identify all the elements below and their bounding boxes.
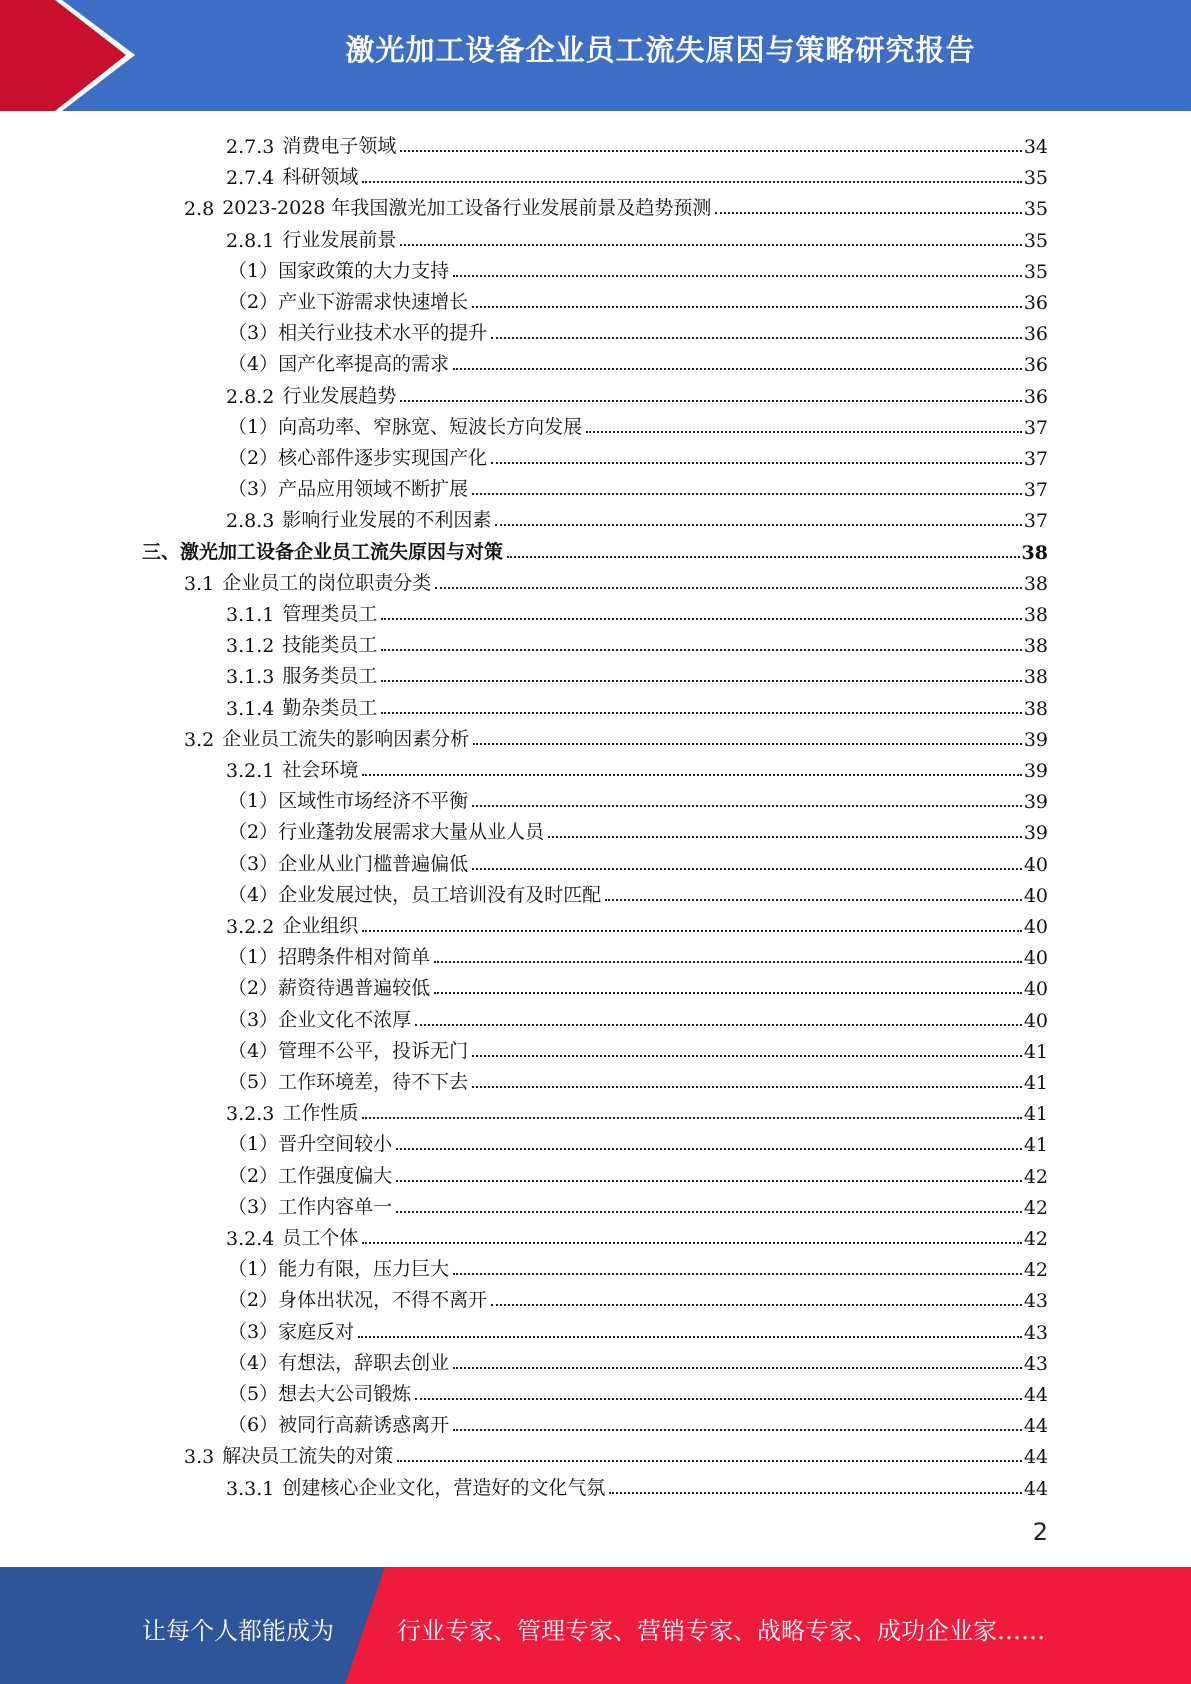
toc-entry[interactable] bbox=[228, 471, 1048, 501]
toc-leader-dots bbox=[609, 1492, 1021, 1494]
toc-entry-number: （1） bbox=[228, 415, 279, 438]
toc-entry-title: 向高功率、窄脉宽、短波长方向发展 bbox=[278, 415, 583, 438]
toc-entry[interactable] bbox=[228, 253, 1048, 283]
toc-entry[interactable] bbox=[226, 690, 1048, 720]
toc-leader-dots bbox=[396, 1148, 1022, 1150]
toc-entry-page: 44 bbox=[1023, 1446, 1048, 1469]
toc-leader-dots bbox=[548, 836, 1022, 838]
toc-entry-title: 解决员工流失的对策 bbox=[222, 1445, 394, 1468]
page-header bbox=[0, 0, 1191, 111]
toc-entry-number: （3） bbox=[228, 1195, 279, 1218]
toc-entry-page: 36 bbox=[1023, 292, 1048, 314]
toc-entry-title: 产品应用领域不断扩展 bbox=[278, 478, 469, 501]
toc-entry-page: 42 bbox=[1023, 1165, 1048, 1188]
toc-entry[interactable] bbox=[226, 378, 1048, 408]
toc-leader-dots bbox=[362, 1117, 1021, 1119]
toc-leader-dots bbox=[415, 1398, 1022, 1400]
toc-entry-title: 产业下游需求快速增长 bbox=[278, 291, 469, 313]
toc-entry-title: 工作性质 bbox=[282, 1102, 359, 1125]
toc-entry-title: 服务类员工 bbox=[282, 665, 378, 688]
toc-leader-dots bbox=[495, 524, 1021, 526]
toc-entry[interactable] bbox=[228, 1376, 1048, 1406]
toc-entry-number: （1） bbox=[228, 790, 279, 813]
toc-entry[interactable] bbox=[228, 1064, 1048, 1094]
toc-entry-title: 企业从业门槛普遍偏低 bbox=[278, 852, 469, 875]
footer-slogan-left: 让每个人都能成为 bbox=[142, 1617, 334, 1645]
toc-entry-title: 能力有限，压力巨大 bbox=[278, 1258, 450, 1281]
toc-entry-title: 影响行业发展的不利因素 bbox=[282, 509, 492, 532]
toc-entry-page: 38 bbox=[1023, 697, 1048, 720]
toc-leader-dots bbox=[358, 1336, 1022, 1338]
toc-entry-title: 勤杂类员工 bbox=[282, 696, 378, 719]
toc-leader-dots bbox=[381, 712, 1021, 714]
toc-leader-dots bbox=[381, 680, 1021, 682]
toc-entry-page: 42 bbox=[1023, 1228, 1048, 1250]
toc-entry[interactable] bbox=[226, 658, 1048, 688]
toc-entry-number: 2.8.3 bbox=[226, 510, 275, 533]
toc-leader-dots bbox=[453, 1367, 1022, 1369]
toc-entry-title: 有想法，辞职去创业 bbox=[278, 1351, 450, 1374]
toc-entry-title: 想去大公司锻炼 bbox=[278, 1383, 412, 1405]
toc-entry-title: 工作环境差，待不下去 bbox=[278, 1071, 469, 1093]
toc-entry[interactable] bbox=[228, 1251, 1048, 1281]
toc-leader-dots bbox=[507, 556, 1020, 558]
toc-entry-number: （1） bbox=[228, 946, 279, 969]
toc-entry-number: （2） bbox=[228, 1164, 279, 1187]
toc-entry-title: 企业员工流失的影响因素分析 bbox=[222, 727, 470, 750]
toc-leader-dots bbox=[362, 774, 1021, 776]
toc-entry-page: 40 bbox=[1023, 916, 1048, 938]
toc-entry-page: 44 bbox=[1023, 1415, 1048, 1438]
toc-leader-dots bbox=[472, 805, 1022, 807]
toc-entry[interactable] bbox=[142, 534, 1048, 564]
toc-entry-page: 43 bbox=[1023, 1290, 1048, 1313]
toc-entry-title: 国家政策的大力支持 bbox=[278, 259, 450, 282]
toc-entry-title: 行业发展趋势 bbox=[282, 384, 397, 407]
toc-entry-title: 科研领域 bbox=[282, 166, 359, 189]
toc-entry-page: 43 bbox=[1023, 1352, 1048, 1375]
toc-entry-number: （2） bbox=[228, 1289, 279, 1312]
toc-entry-title: 区域性市场经济不平衡 bbox=[278, 790, 469, 813]
toc-entry[interactable] bbox=[184, 1438, 1048, 1468]
toc-entry[interactable] bbox=[226, 627, 1048, 657]
toc-entry-number: （2） bbox=[228, 447, 279, 469]
toc-entry-page: 41 bbox=[1023, 1134, 1048, 1157]
toc-entry-number: （1） bbox=[228, 259, 279, 282]
toc-leader-dots bbox=[362, 930, 1021, 932]
toc-leader-dots bbox=[362, 1242, 1021, 1244]
toc-entry-number: 3.1.1 bbox=[226, 604, 275, 626]
toc-leader-dots bbox=[472, 868, 1022, 870]
toc-entry-number: 2.8.1 bbox=[226, 229, 275, 252]
toc-leader-dots bbox=[396, 1180, 1022, 1182]
toc-entry[interactable] bbox=[184, 565, 1048, 595]
toc-entry-title: 晋升空间较小 bbox=[278, 1133, 393, 1156]
toc-entry-page: 37 bbox=[1023, 510, 1048, 533]
toc-leader-dots bbox=[381, 618, 1021, 620]
toc-leader-dots bbox=[397, 1460, 1022, 1462]
toc-entry-title: 创建核心企业文化，营造好的文化气氛 bbox=[282, 1476, 606, 1499]
toc-entry-title: 企业文化不浓厚 bbox=[278, 1008, 412, 1031]
toc-entry[interactable] bbox=[226, 222, 1048, 252]
toc-entry-number: （3） bbox=[228, 852, 279, 875]
toc-entry-title: 管理不公平，投诉无门 bbox=[278, 1039, 469, 1062]
toc-entry[interactable] bbox=[228, 346, 1048, 376]
toc-leader-dots bbox=[400, 244, 1021, 246]
toc-entry-number: 3.2.3 bbox=[226, 1103, 275, 1126]
toc-entry-page: 41 bbox=[1023, 1040, 1048, 1063]
toc-entry[interactable] bbox=[228, 970, 1048, 1000]
toc-entry-title: 工作强度偏大 bbox=[278, 1164, 393, 1187]
toc-entry-page: 42 bbox=[1023, 1259, 1048, 1282]
toc-entry-page: 40 bbox=[1023, 978, 1048, 1001]
toc-leader-dots bbox=[396, 1211, 1022, 1213]
toc-entry-page: 39 bbox=[1023, 728, 1048, 751]
toc-entry[interactable] bbox=[228, 814, 1048, 844]
toc-entry-title: 国产化率提高的需求 bbox=[278, 353, 450, 376]
toc-entry[interactable] bbox=[226, 908, 1048, 938]
toc-entry-page: 41 bbox=[1023, 1072, 1048, 1094]
toc-entry[interactable] bbox=[228, 1158, 1048, 1188]
toc-leader-dots bbox=[472, 493, 1022, 495]
toc-leader-dots bbox=[415, 1024, 1022, 1026]
toc-entry[interactable] bbox=[228, 846, 1048, 876]
toc-entry-number: 3.1.4 bbox=[226, 697, 275, 720]
toc-entry-title: 核心部件逐步实现国产化 bbox=[278, 447, 488, 469]
toc-leader-dots bbox=[362, 181, 1021, 183]
toc-entry-page: 37 bbox=[1023, 448, 1048, 470]
toc-entry-number: 2.7.4 bbox=[226, 167, 275, 190]
toc-entry-page: 41 bbox=[1023, 1103, 1048, 1126]
toc-leader-dots bbox=[381, 649, 1021, 651]
toc-entry-page: 44 bbox=[1023, 1384, 1048, 1406]
page-number: 2 bbox=[1032, 1518, 1048, 1546]
toc-entry-number: （3） bbox=[228, 478, 279, 501]
toc-entry[interactable] bbox=[228, 939, 1048, 969]
toc-leader-dots bbox=[400, 150, 1021, 152]
toc-entry[interactable] bbox=[226, 1470, 1048, 1500]
toc-entry-title: 招聘条件相对简单 bbox=[278, 946, 431, 969]
toc-entry-title: 企业发展过快，员工培训没有及时匹配 bbox=[278, 883, 602, 906]
toc-entry-page: 38 bbox=[1023, 635, 1048, 658]
toc-entry-page: 39 bbox=[1023, 760, 1048, 782]
toc-leader-dots bbox=[435, 587, 1022, 589]
toc-entry[interactable] bbox=[226, 1095, 1048, 1125]
toc-entry-page: 40 bbox=[1023, 884, 1048, 907]
toc-entry[interactable] bbox=[228, 1407, 1048, 1437]
toc-entry-page: 39 bbox=[1023, 791, 1048, 814]
toc-leader-dots bbox=[491, 462, 1022, 464]
toc-leader-dots bbox=[453, 368, 1022, 370]
toc-entry-page: 34 bbox=[1023, 136, 1048, 158]
toc-entry-page: 35 bbox=[1023, 229, 1048, 252]
toc-entry[interactable] bbox=[228, 1126, 1048, 1156]
toc-entry-number: （4） bbox=[228, 883, 279, 906]
toc-entry-number: （6） bbox=[228, 1414, 279, 1437]
toc-entry-title: 工作内容单一 bbox=[278, 1195, 393, 1218]
toc-entry-title: 员工个体 bbox=[282, 1227, 359, 1249]
toc-entry-page: 38 bbox=[1023, 666, 1048, 689]
toc-entry-page: 36 bbox=[1023, 385, 1048, 408]
toc-entry-page: 36 bbox=[1023, 354, 1048, 377]
toc-entry-page: 37 bbox=[1023, 416, 1048, 439]
toc-entry[interactable] bbox=[228, 440, 1048, 470]
toc-entry-number: 2.7.3 bbox=[226, 136, 275, 158]
toc-entry-number: （1） bbox=[228, 1258, 279, 1281]
toc-leader-dots bbox=[473, 743, 1022, 745]
toc-entry-page: 43 bbox=[1023, 1321, 1048, 1344]
toc-entry-title: 相关行业技术水平的提升 bbox=[278, 322, 488, 345]
toc-entry[interactable] bbox=[226, 159, 1048, 189]
toc-entry-page: 36 bbox=[1023, 323, 1048, 346]
toc-entry-title: 被同行高薪诱惑离开 bbox=[278, 1414, 450, 1437]
toc-leader-dots bbox=[453, 275, 1022, 277]
toc-entry[interactable] bbox=[228, 1282, 1048, 1312]
toc-entry-title: 技能类员工 bbox=[282, 634, 378, 657]
toc-entry-title: 身体出状况，不得不离开 bbox=[278, 1289, 488, 1312]
toc-entry-number: 3.1 bbox=[184, 572, 215, 595]
toc-entry-page: 38 bbox=[1023, 572, 1048, 595]
toc-entry[interactable] bbox=[228, 1033, 1048, 1063]
toc-leader-dots bbox=[472, 1086, 1022, 1088]
toc-entry[interactable] bbox=[184, 190, 1048, 220]
toc-entry[interactable] bbox=[228, 1345, 1048, 1375]
toc-entry-title: 家庭反对 bbox=[278, 1320, 355, 1343]
toc-entry[interactable] bbox=[228, 315, 1048, 345]
toc-entry[interactable] bbox=[226, 128, 1048, 158]
toc-entry-title: 薪资待遇普遍较低 bbox=[278, 977, 431, 1000]
toc-leader-dots bbox=[434, 992, 1022, 994]
toc-entry-number: （5） bbox=[228, 1071, 279, 1093]
toc-entry-title: 管理类员工 bbox=[282, 603, 378, 625]
toc-entry-number: 2.8.2 bbox=[226, 385, 275, 408]
toc-entry[interactable] bbox=[226, 1220, 1048, 1250]
toc-entry-number: （5） bbox=[228, 1383, 279, 1405]
toc-leader-dots bbox=[434, 961, 1022, 963]
toc-entry-number: （3） bbox=[228, 1320, 279, 1343]
toc-entry-title: 行业蓬勃发展需求大量从业人员 bbox=[278, 821, 545, 844]
footer-slogan-right: 行业专家、管理专家、营销专家、战略专家、成功企业家…… bbox=[397, 1617, 1045, 1645]
toc-entry-number: 3.2.2 bbox=[226, 916, 275, 938]
toc-entry[interactable] bbox=[228, 1189, 1048, 1219]
toc-entry-page: 44 bbox=[1023, 1477, 1048, 1500]
toc-entry[interactable] bbox=[228, 284, 1048, 314]
toc-entry-page: 39 bbox=[1023, 822, 1048, 845]
toc-entry-page: 42 bbox=[1023, 1196, 1048, 1219]
toc-entry-number: （1） bbox=[228, 1133, 279, 1156]
toc-entry-title: 行业发展前景 bbox=[282, 228, 397, 251]
toc-entry[interactable] bbox=[228, 783, 1048, 813]
toc-entry[interactable] bbox=[228, 1314, 1048, 1344]
toc-entry-number: 3.1.2 bbox=[226, 635, 275, 658]
toc-leader-dots bbox=[472, 306, 1022, 308]
toc-entry-number: 3.2.1 bbox=[226, 760, 275, 782]
toc-leader-dots bbox=[472, 1055, 1022, 1057]
toc-entry[interactable] bbox=[228, 877, 1048, 907]
toc-entry-number: （2） bbox=[228, 977, 279, 1000]
toc-entry-page: 35 bbox=[1023, 198, 1048, 221]
page-footer bbox=[0, 1567, 1191, 1684]
toc-entry-page: 40 bbox=[1023, 1009, 1048, 1032]
toc-entry-page: 35 bbox=[1023, 260, 1048, 283]
toc-entry[interactable] bbox=[226, 596, 1048, 626]
toc-leader-dots bbox=[491, 1304, 1022, 1306]
toc-entry[interactable] bbox=[226, 752, 1048, 782]
toc-entry-number: （2） bbox=[228, 291, 279, 313]
toc-entry[interactable] bbox=[228, 409, 1048, 439]
toc-leader-dots bbox=[491, 337, 1022, 339]
toc-entry-title: 企业组织 bbox=[282, 915, 359, 937]
toc-entry[interactable] bbox=[226, 502, 1048, 532]
toc-entry-number: 2.8 bbox=[184, 198, 215, 221]
toc-entry-number: （4） bbox=[228, 353, 279, 376]
toc-leader-dots bbox=[400, 400, 1021, 402]
toc-entry-title: 企业员工的岗位职责分类 bbox=[222, 571, 432, 594]
toc-entry-number: 3.2 bbox=[184, 728, 215, 751]
toc-entry-number: 3.1.3 bbox=[226, 666, 275, 689]
toc-entry-page: 37 bbox=[1023, 479, 1048, 502]
toc-leader-dots bbox=[586, 431, 1022, 433]
toc-entry-number: （2） bbox=[228, 821, 279, 844]
toc-entry-page: 40 bbox=[1023, 853, 1048, 876]
toc-entry-title: 激光加工设备企业员工流失原因与对策 bbox=[180, 540, 504, 563]
toc-entry-number: （4） bbox=[228, 1351, 279, 1374]
toc-entry[interactable] bbox=[228, 1002, 1048, 1032]
report-title: 激光加工设备企业员工流失原因与策略研究报告 bbox=[345, 33, 976, 67]
toc-entry-page: 38 bbox=[1021, 541, 1048, 564]
toc-entry-title: 消费电子领域 bbox=[282, 135, 397, 157]
toc-entry-title: 2023-2028 年我国激光加工设备行业发展前景及趋势预测 bbox=[222, 197, 712, 220]
toc-entry-number: （3） bbox=[228, 1008, 279, 1031]
header-red-arrow-decoration bbox=[0, 0, 150, 111]
toc-entry-number: （3） bbox=[228, 322, 279, 345]
toc-entry-page: 35 bbox=[1023, 167, 1048, 190]
toc-leader-dots bbox=[715, 212, 1021, 214]
toc-entry-number: 三、 bbox=[142, 540, 181, 563]
toc-leader-dots bbox=[453, 1273, 1022, 1275]
toc-entry-number: 3.2.4 bbox=[226, 1228, 275, 1250]
toc-entry-page: 38 bbox=[1023, 604, 1048, 626]
toc-entry-title: 社会环境 bbox=[282, 759, 359, 781]
toc-entry-number: 3.3 bbox=[184, 1446, 215, 1469]
toc-entry[interactable] bbox=[184, 721, 1048, 751]
toc-entry-number: （4） bbox=[228, 1039, 279, 1062]
toc-leader-dots bbox=[453, 1429, 1022, 1431]
toc-entry-number: 3.3.1 bbox=[226, 1477, 275, 1500]
toc-leader-dots bbox=[605, 899, 1022, 901]
toc-entry-page: 40 bbox=[1023, 947, 1048, 970]
